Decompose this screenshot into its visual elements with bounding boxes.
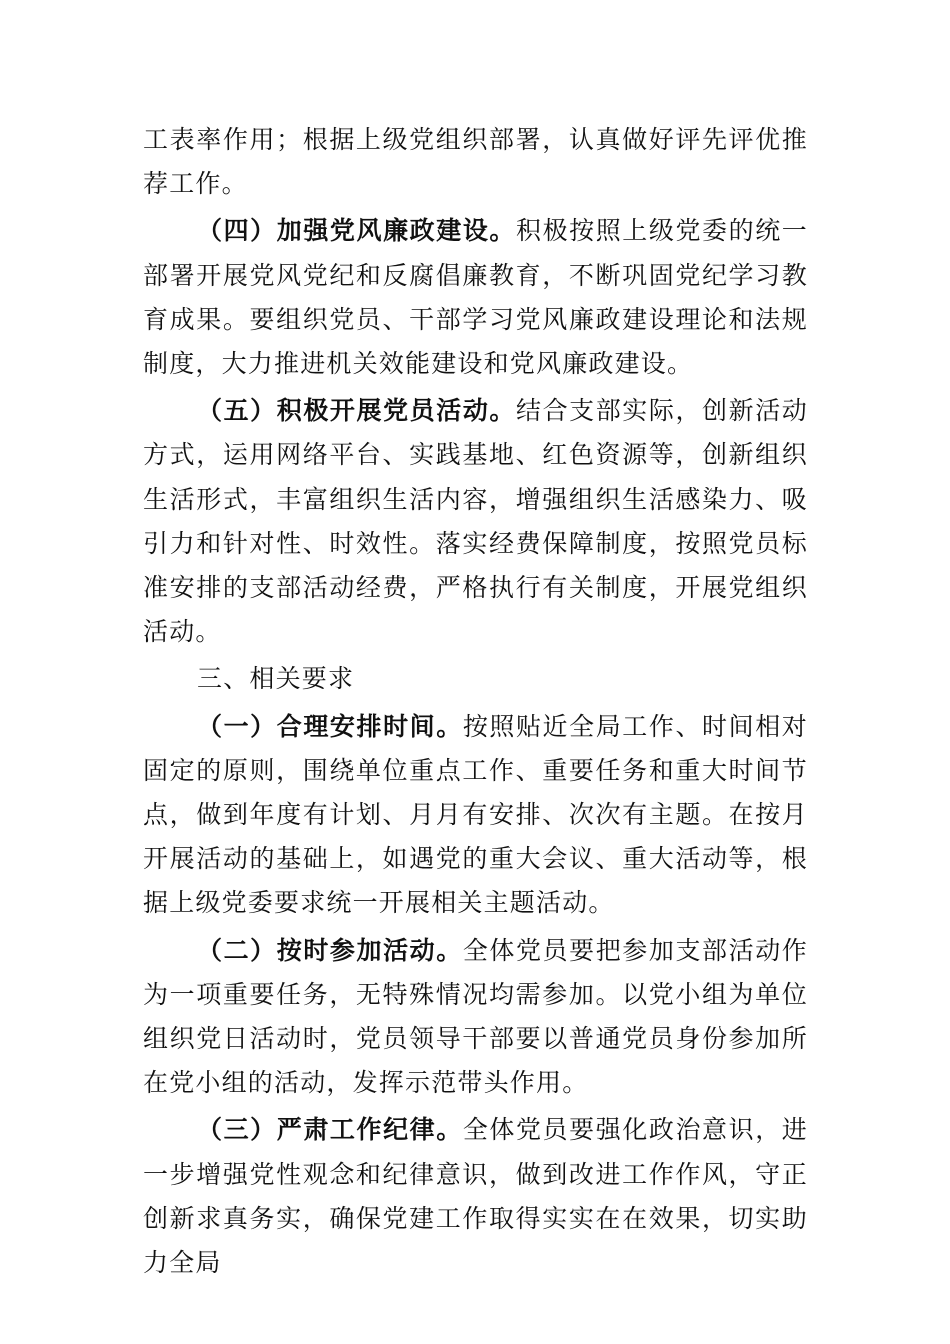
heading-text: 三、相关要求 (197, 664, 355, 694)
paragraph-lead: （二）按时参加活动。 (197, 935, 463, 965)
paragraph-lead: （四）加强党风廉政建设。 (197, 216, 516, 246)
paragraph-continuation (143, 118, 808, 206)
paragraph-member-activities (143, 389, 808, 654)
section-heading (143, 657, 808, 701)
paragraph-party-integrity (143, 209, 808, 386)
paragraph-text: 结合支部实际，创新活动方式，运用网络平台、实践基地、红色资源等，创新组织生活形式，丰富组织生活内容，增强组织生活感染力、吸引力和针对性、时效性。落实经费保障制度，按照党员标准安排的支部活动经费，严格执行有关制度，开展党组织活动。 (143, 396, 808, 647)
document-body (143, 118, 808, 1285)
paragraph-text: 全体党员要强化政治意识，进一步增强党性观念和纪律意识，做到改进工作作风，守正创新求真务实，确保党建工作取得实实在在效果，切实助力全局 (143, 1115, 808, 1278)
paragraph-text: 全体党员要把参加支部活动作为一项重要任务，无特殊情况均需参加。以党小组为单位组织党日活动时，党员领导干部要以普通党员身份参加所在党小组的活动，发挥示范带头作用。 (143, 935, 808, 1098)
paragraph-lead: （五）积极开展党员活动。 (197, 396, 516, 426)
paragraph-schedule (143, 705, 808, 926)
paragraph-text: 积极按照上级党委的统一部署开展党风党纪和反腐倡廉教育，不断巩固党纪学习教育成果。要组织党员、干部学习党风廉政建设理论和法规制度，大力推进机关效能建设和党风廉政建设。 (143, 216, 808, 379)
paragraph-text: 按照贴近全局工作、时间相对固定的原则，围绕单位重点工作、重要任务和重大时间节点，做到年度有计划、月月有安排、次次有主题。在按月开展活动的基础上，如遇党的重大会议、重大活动等，根据上级党委要求统一开展相关主题活动。 (143, 711, 808, 918)
paragraph-discipline (143, 1108, 808, 1285)
paragraph-lead: （三）严肃工作纪律。 (197, 1115, 463, 1145)
paragraph-lead: （一）合理安排时间。 (197, 711, 463, 741)
paragraph-text: 工表率作用；根据上级党组织部署，认真做好评先评优推荐工作。 (143, 125, 808, 199)
paragraph-attendance (143, 929, 808, 1106)
